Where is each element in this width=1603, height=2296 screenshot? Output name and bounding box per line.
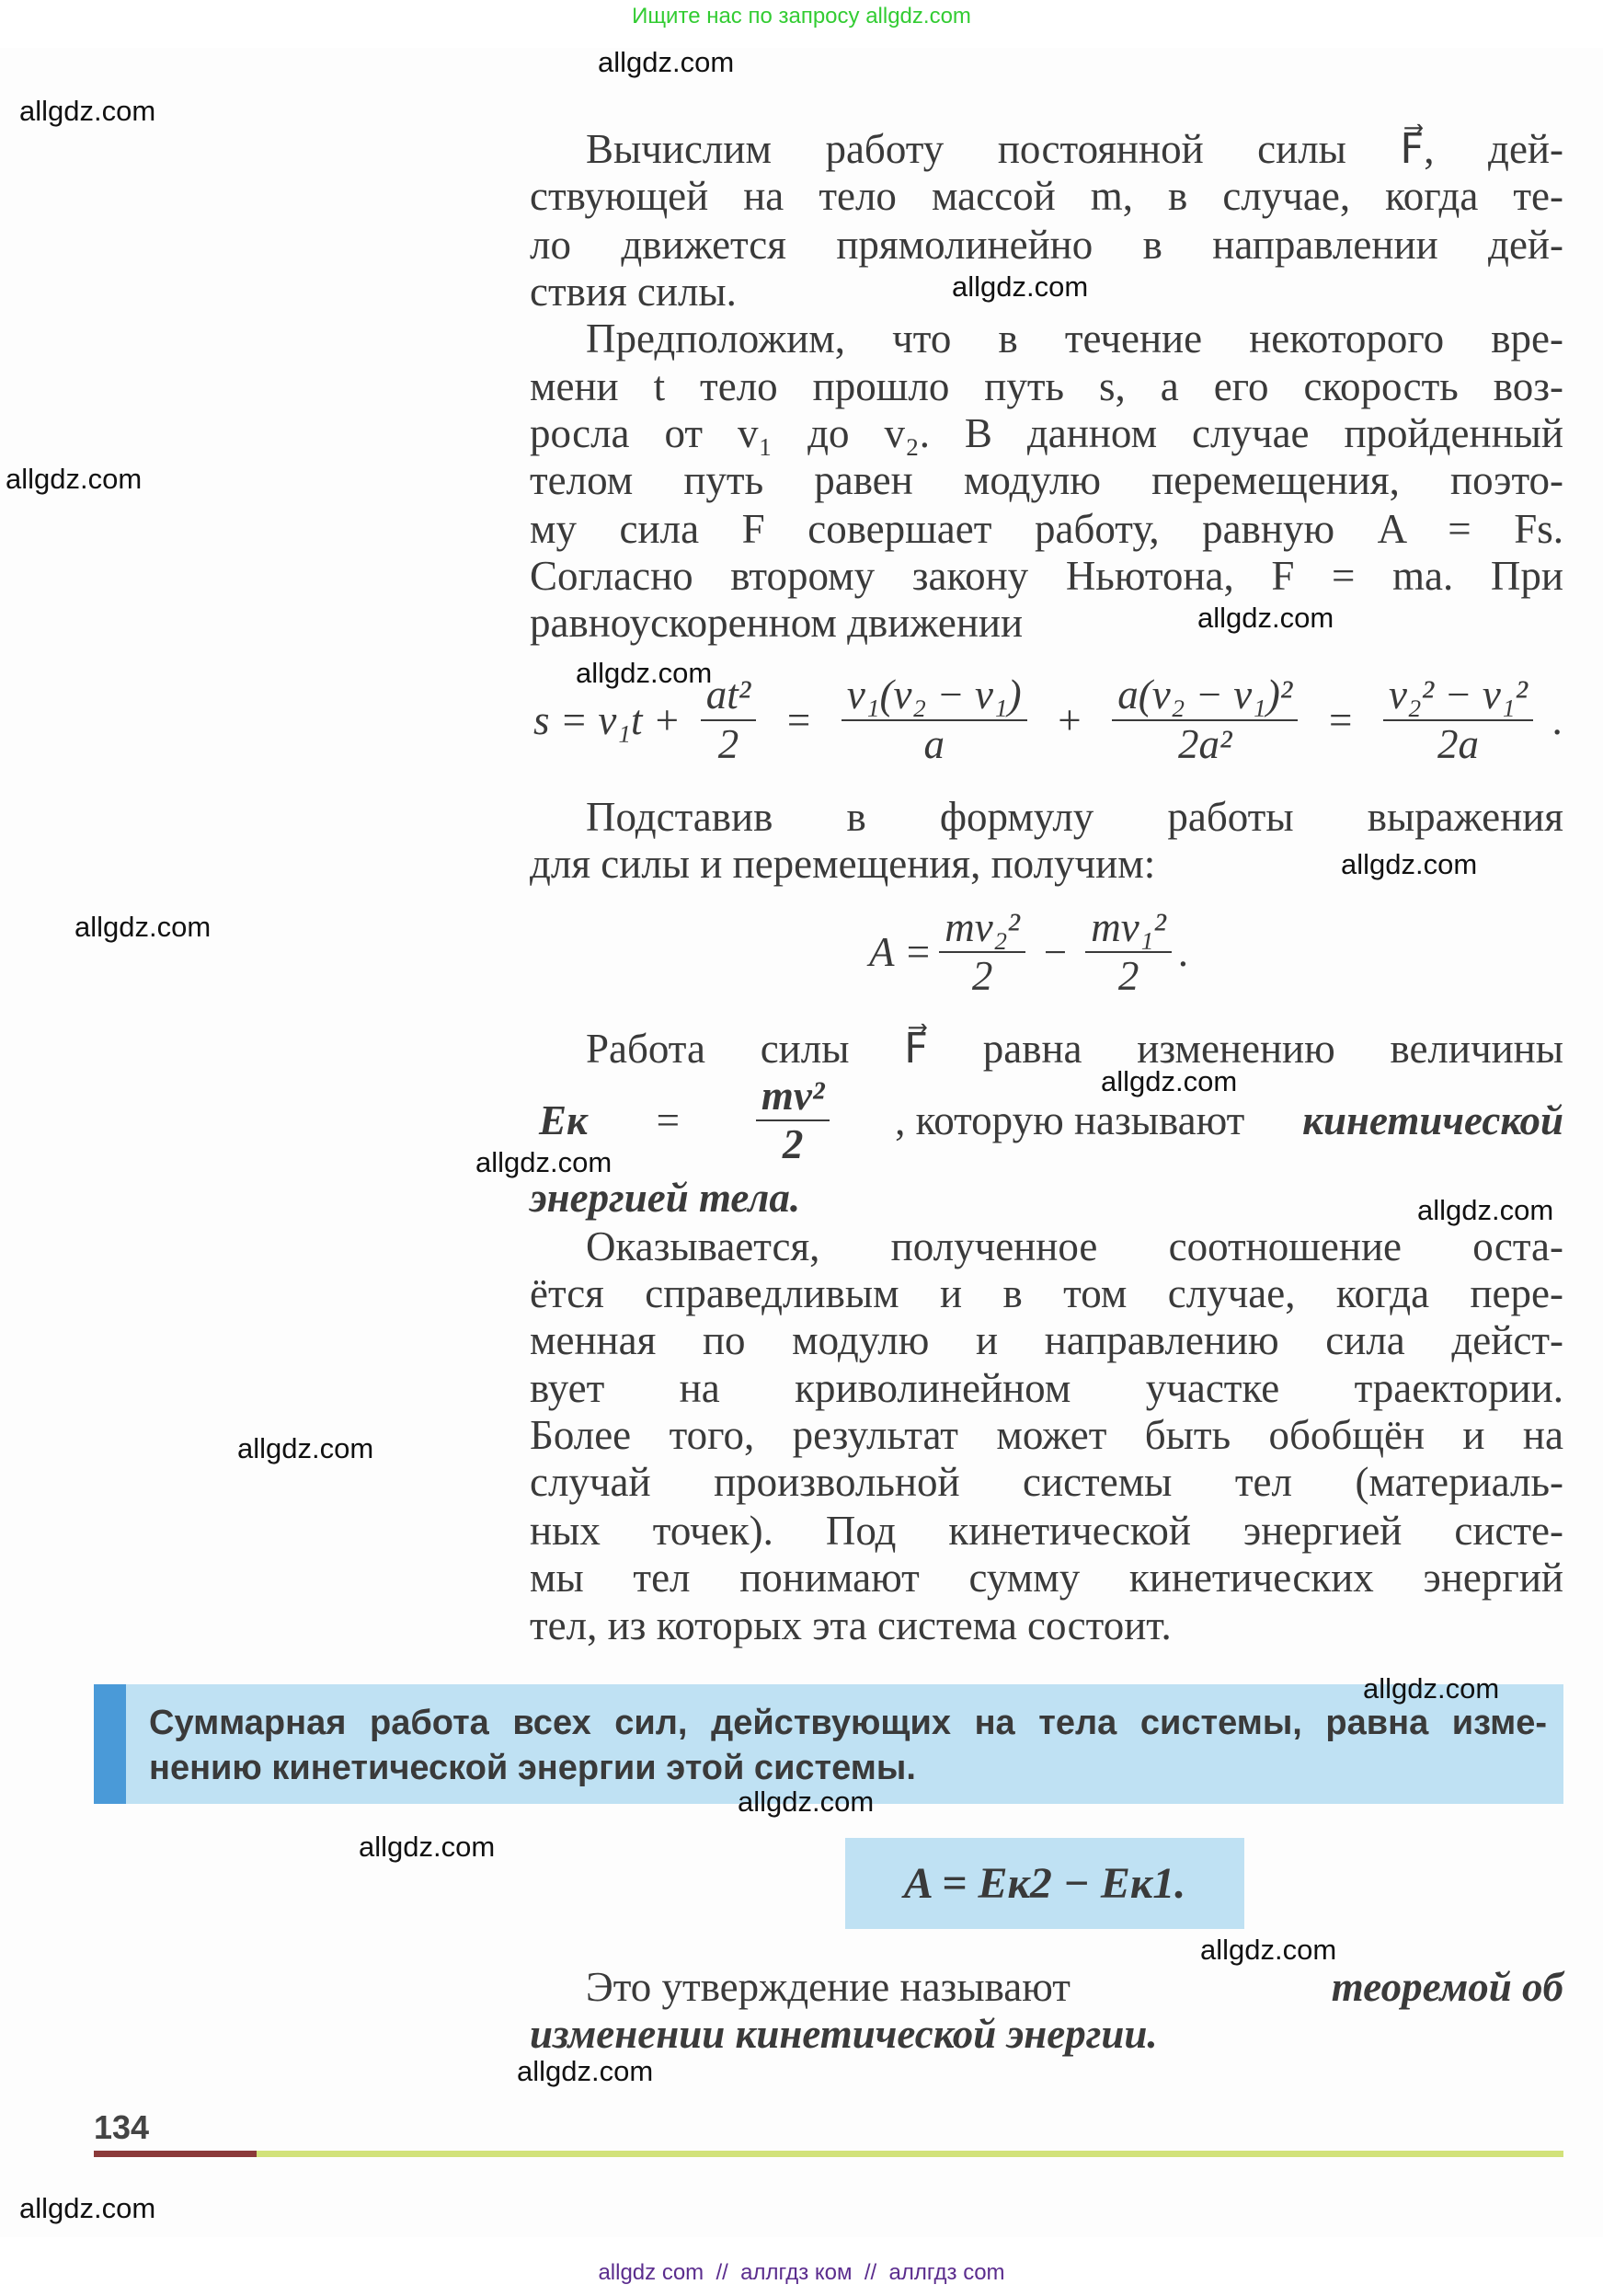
watermark: allgdz.com [475, 1146, 613, 1178]
denominator: a [923, 720, 945, 767]
fraction [1112, 673, 1298, 766]
text-line: Согласно второму закону Ньютона, F = ma. При [530, 553, 1563, 599]
text-line: мени t тело прошло путь s, а его скорость воз- [530, 363, 1563, 409]
operator: . [1552, 696, 1563, 743]
rule-line: нению кинетической энергии этой системы. [149, 1749, 916, 1787]
watermark: allgdz.com [952, 270, 1089, 303]
formula-work [869, 903, 1190, 999]
watermark: allgdz.com [74, 911, 212, 943]
text-line: равноускоренном движении [530, 600, 1024, 646]
page-rule-green [257, 2151, 1563, 2157]
term-line: изменении кинетической энергии. [530, 2011, 1158, 2057]
search-banner[interactable]: Ищите нас по запросу allgdz.com [632, 4, 971, 29]
formula-part: s = v₁t + [533, 696, 681, 743]
watermark: allgdz.com [1200, 1934, 1337, 1966]
operator: − [1043, 929, 1068, 975]
operator: . [1178, 929, 1190, 975]
footer-watermark[interactable]: allgdz com // аллгдз ком // аллгдз com [598, 2260, 1005, 2285]
numerator: at² [701, 673, 757, 720]
numerator: mv² [756, 1074, 830, 1121]
term-line: энергией тела. [530, 1175, 801, 1221]
text-line: Вычислим работу постоянной силы F⃗, дей- [586, 126, 1563, 172]
text-line: Работа силы F⃗ равна изменению величины [586, 1026, 1563, 1072]
operator: = [656, 1097, 681, 1143]
numerator: mv₂² [939, 906, 1025, 953]
text-line: для силы и перемещения, получим: [530, 841, 1156, 887]
accent-bar [94, 1684, 126, 1804]
watermark: allgdz.com [576, 657, 713, 689]
numerator: mv₁² [1085, 906, 1172, 953]
denominator: 2 [1117, 953, 1139, 999]
numerator: v₁(v₂ − v₁) [842, 673, 1027, 720]
operator: + [1058, 696, 1082, 743]
text-line: ствующей на тело массой m, в случае, когда те- [530, 173, 1563, 219]
term-theorem: теоремой об [1331, 1964, 1563, 2010]
fraction [1085, 903, 1172, 999]
fraction [756, 1074, 830, 1167]
text-line: случай произвольной системы тел (материаль- [530, 1459, 1563, 1505]
watermark: allgdz.com [517, 2055, 654, 2087]
watermark: allgdz.com [1363, 1672, 1500, 1705]
watermark: allgdz.com [1417, 1194, 1554, 1226]
page-number: 134 [94, 2108, 150, 2146]
fraction [1383, 673, 1533, 766]
watermark: allgdz.com [1341, 848, 1478, 880]
page-rule-red [94, 2151, 257, 2157]
text-line: телом путь равен модулю перемещения, поэто- [530, 457, 1563, 503]
text-line: вует на криволинейном участке траектории. [530, 1365, 1563, 1411]
text-line: му сила F совершает работу, равную A = Fs. [530, 506, 1563, 552]
operator: = [786, 696, 811, 743]
text-line: менная по модулю и направлению сила дейст- [530, 1317, 1563, 1363]
watermark: allgdz.com [598, 46, 735, 78]
watermark: allgdz.com [1101, 1065, 1238, 1097]
watermark: allgdz.com [237, 1432, 374, 1464]
kinetic-energy-definition [539, 1072, 1563, 1167]
numerator: v₂² − v₁² [1383, 673, 1533, 720]
denominator: 2 [717, 720, 739, 767]
denominator: 2a [1437, 720, 1479, 767]
text-line [586, 1963, 1563, 2011]
ek-symbol: Eк [539, 1097, 588, 1143]
fraction [842, 673, 1027, 766]
text-line: Более того, результат может быть обобщён и на [530, 1412, 1563, 1458]
theorem-formula: A = Eк2 − Eк1. [845, 1838, 1244, 1929]
text-line: ло движется прямолинейно в направлении дей- [530, 222, 1563, 268]
formula-part: A = [869, 929, 933, 975]
text-fragment: Это утверждение называют [586, 1964, 1071, 2010]
rule-line: Суммарная работа всех сил, действующих на тела системы, равна изме- [149, 1704, 1547, 1742]
watermark: allgdz.com [1197, 602, 1334, 634]
numerator: a(v₂ − v₁)² [1112, 673, 1298, 720]
watermark: allgdz.com [19, 95, 156, 127]
text-line: Подставив в формулу работы выражения [586, 794, 1563, 840]
term-kinetic: кинетической [1302, 1097, 1563, 1143]
watermark: allgdz.com [6, 463, 143, 495]
fraction [939, 903, 1025, 999]
text-fragment: , которую называют [895, 1097, 1245, 1143]
text-line: ных точек). Под кинетической энергией систе- [530, 1508, 1563, 1554]
denominator: 2 [971, 953, 993, 999]
text-line: Предположим, что в течение некоторого вре- [586, 316, 1563, 362]
text-line: мы тел понимают сумму кинетических энергий [530, 1555, 1563, 1601]
watermark: allgdz.com [359, 1831, 496, 1863]
text-line: ствия силы. [530, 269, 737, 315]
denominator: 2a² [1178, 720, 1232, 767]
watermark: allgdz.com [738, 1785, 875, 1818]
denominator: 2 [782, 1121, 804, 1167]
watermark: allgdz.com [19, 2192, 156, 2224]
operator: = [1328, 696, 1353, 743]
text-line: ётся справедливым и в том случае, когда пере- [530, 1270, 1563, 1316]
text-line: тел, из которых эта система состоит. [530, 1602, 1172, 1648]
text-line: росла от v₁ до v₂. В данном случае пройденный [530, 410, 1563, 456]
text-line: Оказывается, полученное соотношение оста- [586, 1223, 1563, 1269]
